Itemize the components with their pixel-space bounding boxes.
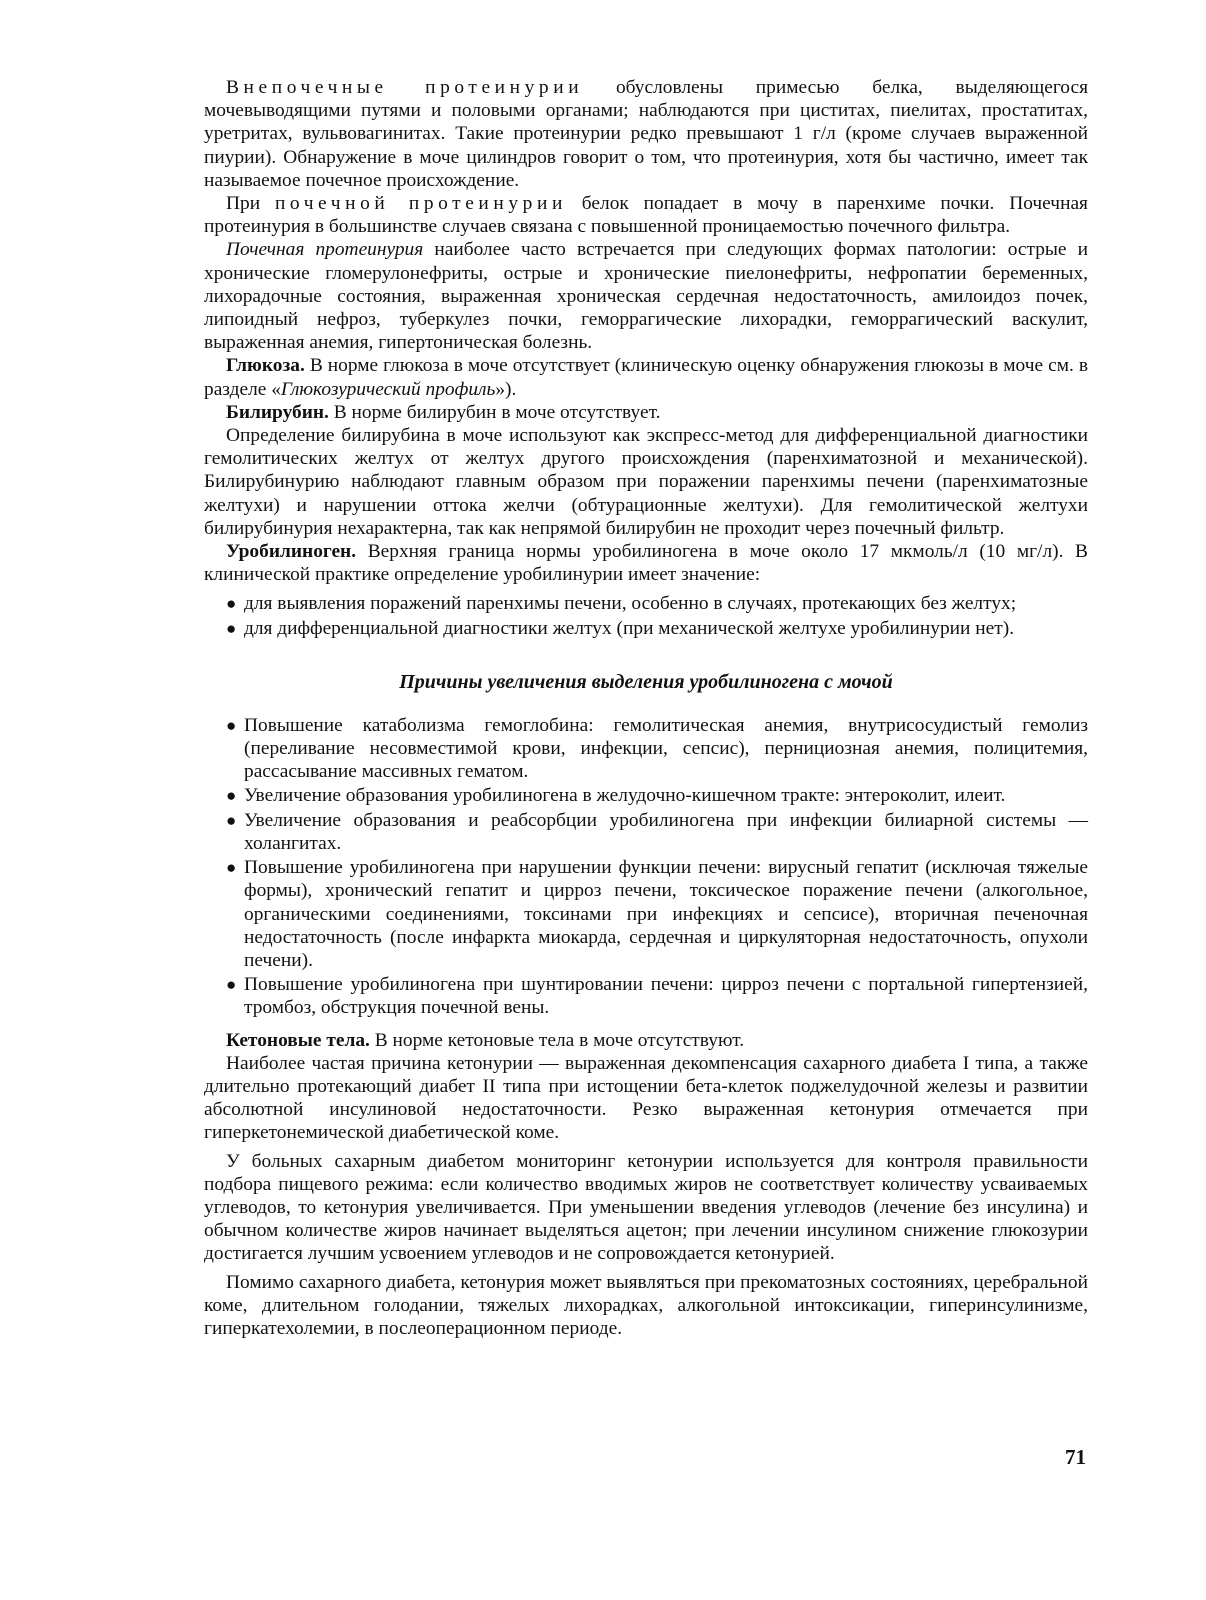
list-item [204, 714, 1088, 784]
paragraph-extrarenal-proteinuria [204, 76, 1088, 192]
list-item-text: Повышение уробилиногена при шунтировании печени: цирроз печени с портальной гипертензией, тромбоз, обструкция почечной вены. [244, 974, 1088, 1019]
page-content [204, 76, 1088, 1340]
list-item-text: Увеличение образования уробилиногена в желудочно-кишечном тракте: энтероколит, илеит. [244, 785, 1006, 807]
paragraph-ketonuria-cause: Наиболее частая причина кетонурии — выраженная декомпенсация сахарного диабета I типа, а также длительно протекающий диабет II типа при истощении бета-клеток поджелудочной железы и развитии абсолютной инсулиновой недостаточности. Резко выраженная кетонурия отмечается при гиперкетонемической диабетической коме. [204, 1052, 1088, 1144]
paragraph-prefix: При [226, 193, 275, 215]
list-item-text: Увеличение образования и реабсорбции уробилиногена при инфекции билиарной системы — холангитах. [244, 809, 1088, 854]
paragraph-ketonuria-monitoring: У больных сахарным диабетом мониторинг кетонурии используется для контроля правильности подбора пищевого режима: если количество вводимых жиров не соответствует количеству усваиваемых углеводов, то кетонурия увеличивается. При уменьшении введения углеводов (лечение без инсулина) и обычном количестве жиров начинает выделяться ацетон; при лечении инсулином снижение глюкозурии достигается лучшим усвоением углеводов и не сопровождается кетонурией. [204, 1150, 1088, 1265]
list-item [204, 784, 1088, 807]
list-item-text: для дифференциальной диагностики желтух (при механической желтухе уробилинурии нет). [244, 617, 1015, 639]
paragraph-text: белок попадает в мочу в паренхиме почки. Почечная протеинурия в большинстве случаев связана с повышенной проницаемостью почечного фильтра. [204, 193, 1088, 238]
bullet-icon: ● [226, 975, 237, 995]
paragraph-suffix: »). [495, 378, 517, 400]
list-item-text: для выявления поражений паренхимы печени, особенно в случаях, протекающих без желтух; [244, 593, 1017, 615]
bullet-icon: ● [226, 810, 237, 830]
paragraph-bilirubin [204, 401, 1088, 424]
paragraph-ketonuria-other: Помимо сахарного диабета, кетонурия может выявляться при прекоматозных состояниях, церебральной коме, длительном голодании, тяжелых лихорадках, алкогольной интоксикации, гиперинсулинизме, гиперкатехолемии, в послеоперационном периоде. [204, 1271, 1088, 1339]
term-renal-proteinuria-italic: Почечная протеинурия [226, 239, 424, 261]
bullet-icon: ● [226, 858, 237, 878]
term-renal-proteinuria: почечной протеинурии [274, 193, 567, 215]
list-item [204, 973, 1088, 1019]
term-bilirubin: Билирубин. [226, 401, 329, 423]
list-item [204, 856, 1088, 972]
list-item [204, 617, 1088, 640]
term-extrarenal-proteinuria: Внепочечные протеинурии [226, 77, 584, 98]
paragraph-renal-proteinuria-pathology [204, 238, 1088, 354]
paragraph-text: наиболее часто встречается при следующих формах патологии: острые и хронические гломерулонефриты, острые и хронические пиелонефриты, нефропатии беременных, лихорадочные состояния, выраженная хроническая сердечная недостаточность, амилоидоз почек, липоидный нефроз, туберкулез почки, геморрагические лихорадки, геморрагический васкулит, выраженная анемия, гипертоническая болезнь. [204, 239, 1088, 354]
term-glucose: Глюкоза. [226, 355, 305, 377]
paragraph-renal-proteinuria [204, 192, 1088, 238]
paragraph-text: В норме билирубин в моче отсутствует. [328, 401, 661, 423]
bullet-icon: ● [226, 715, 237, 735]
paragraph-text: Верхняя граница нормы уробилиногена в моче около 17 мкмоль/л (10 мг/л). В клинической практике определение уробилинурии имеет значение: [204, 541, 1088, 586]
bullet-icon: ● [226, 618, 237, 638]
term-ketone-bodies: Кетоновые тела. [226, 1029, 370, 1051]
paragraph-text: В норме кетоновые тела в моче отсутствуют. [369, 1029, 745, 1051]
paragraph-text: обусловлены примесью белка, выделяющегося мочевыводящими путями и половыми органами; наблюдаются при циститах, пиелитах, простатитах, уретритах, вульвовагинитах. Такие протеинурии редко превышают 1 г/л (кроме случаев выраженной пиурии). Обнаружение в моче цилиндров говорит о том, что протеинурия, хотя бы частично, имеет так называемое почечное происхождение. [204, 77, 1088, 191]
list-item [204, 809, 1088, 855]
paragraph-ketone-bodies [204, 1029, 1088, 1052]
bullet-icon: ● [226, 594, 237, 614]
bullet-icon: ● [226, 786, 237, 806]
list-item-text: Повышение катаболизма гемоглобина: гемолитическая анемия, внутрисосудистый гемолиз (переливание несовместимой крови, инфекции, сепсис), пернициозная анемия, полицитемия, рассасывание массивных гематом. [244, 714, 1088, 783]
paragraph-bilirubin-detection: Определение билирубина в моче используют как экспресс-метод для дифференциальной диагностики гемолитических желтух от желтух другого происхождения (паренхиматозной и механической). Билирубинурию наблюдают главным образом при поражении паренхимы печени (паренхиматозные желтухи) и нарушении оттока желчи (обтурационные желтухи). Для гемолитической желтухи билирубинурия нехарактерна, так как непрямой билирубин не проходит через почечный фильтр. [204, 425, 1088, 539]
list-item [204, 592, 1088, 615]
paragraph-text: В норме глюкоза в моче отсутствует (клиническую оценку обнаружения глюкозы в моче см. в разделе « [204, 355, 1088, 400]
urobilinogen-causes-list [204, 714, 1088, 1020]
section-title: Причины увеличения выделения уробилиногена с мочой [399, 670, 893, 693]
paragraph-glucose [204, 354, 1088, 400]
page-number: 71 [1065, 1445, 1086, 1469]
urobilinuria-significance-list [204, 592, 1088, 639]
list-item-text: Повышение уробилиногена при нарушении функции печени: вирусный гепатит (исключая тяжелые формы), хронический гепатит и цирроз печени, токсическое поражение печени (алкогольное, органическими соединениями, токсинами при инфекциях и сепсисе), вторичная печеночная недостаточность (после инфаркта миокарда, сердечная и циркуляторная недостаточность, опухоли печени). [244, 857, 1088, 971]
term-urobilinogen: Уробилиноген. [226, 541, 357, 563]
section-reference: Глюкозурический профиль [280, 378, 496, 400]
paragraph-urobilinogen [204, 540, 1088, 586]
